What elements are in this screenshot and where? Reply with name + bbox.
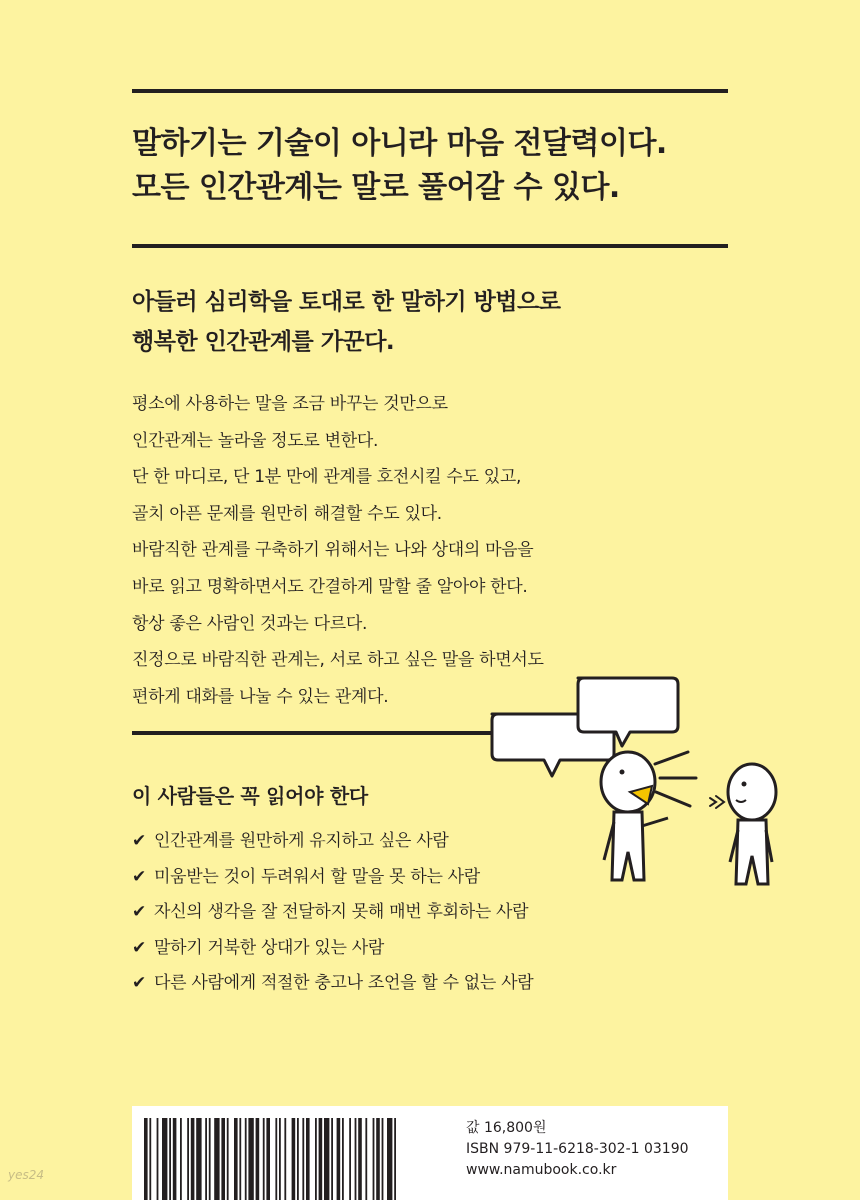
barcode-bar (180, 1118, 182, 1200)
barcode-bar (169, 1118, 171, 1200)
barcode-bar (292, 1118, 296, 1200)
body-line: 바람직한 관계를 구축하기 위해서는 나와 상대의 마음을 (132, 540, 534, 561)
price: 값 16,800원 (466, 1120, 547, 1136)
listener-figure (728, 764, 776, 884)
barcode-bar (365, 1118, 367, 1200)
barcode-bar (342, 1118, 344, 1200)
body-line: 바로 읽고 명확하면서도 간결하게 말할 줄 알아야 한다. (132, 576, 528, 597)
barcode-bar (234, 1118, 238, 1200)
body-line: 진정으로 바람직한 관계는, 서로 하고 싶은 말을 하면서도 (132, 650, 544, 671)
barcode-bar (319, 1118, 323, 1200)
barcode-bar (331, 1118, 333, 1200)
target-readers-list (132, 824, 533, 1002)
barcode-bar (315, 1118, 317, 1200)
barcode-bar (196, 1118, 201, 1200)
barcode-bar (209, 1118, 211, 1200)
barcode-bar (387, 1118, 392, 1200)
barcode-bar (239, 1118, 241, 1200)
list-item: ✔ 인간관계를 원만하게 유지하고 싶은 사람 (132, 824, 533, 860)
barcode-bar (376, 1118, 380, 1200)
check-icon: ✔ (132, 973, 146, 993)
barcode-bar (173, 1118, 177, 1200)
website: www.namubook.co.kr (466, 1162, 617, 1178)
target-readers-title: 이 사람들은 꼭 읽어야 한다 (132, 784, 368, 808)
barcode-bar (144, 1118, 148, 1200)
price-info (466, 1118, 689, 1181)
barcode-bar (297, 1118, 299, 1200)
body-line: 편하게 대화를 나눌 수 있는 관계다. (132, 686, 389, 707)
check-icon: ✔ (132, 831, 146, 851)
subheadline-line-1: 아들러 심리학을 토대로 한 말하기 방법으로 (132, 289, 561, 315)
barcode-bar (162, 1118, 167, 1200)
barcode-bar (205, 1118, 207, 1200)
barcode-bar (266, 1118, 270, 1200)
barcode-bar (337, 1118, 341, 1200)
isbn: ISBN 979-11-6218-302-1 03190 (466, 1141, 689, 1157)
barcode-bar (394, 1118, 396, 1200)
barcode-bar (302, 1118, 304, 1200)
body-line: 항상 좋은 사람인 것과는 다르다. (132, 613, 368, 634)
barcode-bar (284, 1118, 286, 1200)
barcode-bar (256, 1118, 260, 1200)
barcode-bar (275, 1118, 277, 1200)
barcode-bar (263, 1118, 265, 1200)
barcode-bar (373, 1118, 375, 1200)
body-line: 단 한 마디로, 단 1분 만에 관계를 호전시킬 수도 있고, (132, 467, 522, 488)
barcode-bar (157, 1118, 159, 1200)
watermark: yes24 (8, 1168, 45, 1182)
barcode-bar (358, 1118, 362, 1200)
barcode-bar (227, 1118, 229, 1200)
barcode-bar (349, 1118, 351, 1200)
check-icon: ✔ (132, 937, 146, 958)
subheadline-line-2: 행복한 인간관계를 가꾼다. (132, 329, 395, 355)
barcode-bar (191, 1118, 195, 1200)
barcode-bar (324, 1118, 329, 1200)
speaker-figure (601, 752, 668, 880)
barcode-bar (149, 1118, 151, 1200)
barcode-bar (248, 1118, 253, 1200)
body-line: 골치 아픈 문제를 원만히 해결할 수도 있다. (132, 503, 442, 524)
barcode-bar (279, 1118, 281, 1200)
body-line: 인간관계는 놀라울 정도로 변한다. (132, 430, 379, 451)
list-item: ✔ 미움받는 것이 두려워서 할 말을 못 하는 사람 (132, 860, 533, 896)
list-item: ✔ 자신의 생각을 잘 전달하지 못해 매번 후회하는 사람 (132, 895, 533, 931)
barcode-bar (355, 1118, 357, 1200)
barcode-bar (187, 1118, 189, 1200)
listening-lines-icon (710, 796, 724, 808)
body-line: 평소에 사용하는 말을 조금 바꾸는 것만으로 (132, 394, 448, 414)
list-item: ✔ 말하기 거북한 상대가 있는 사람 (132, 931, 533, 967)
barcode-bar (245, 1118, 247, 1200)
barcode-icon (144, 1118, 446, 1200)
eye-icon (742, 782, 747, 787)
barcode-bar (306, 1118, 310, 1200)
barcode-bar (221, 1118, 225, 1200)
list-item: ✔ 다른 사람에게 적절한 충고나 조언을 할 수 없는 사람 (132, 966, 533, 1002)
headline-line-2: 모든 인간관계는 말로 풀어갈 수 있다. (132, 170, 620, 205)
check-icon: ✔ (132, 866, 146, 887)
check-icon: ✔ (132, 902, 146, 922)
barcode-bar (382, 1118, 384, 1200)
barcode-bar (214, 1118, 219, 1200)
headline-line-1: 말하기는 기술이 아니라 마음 전달력이다. (132, 126, 667, 161)
eye-icon (620, 770, 625, 775)
speech-lines-icon (655, 752, 696, 806)
